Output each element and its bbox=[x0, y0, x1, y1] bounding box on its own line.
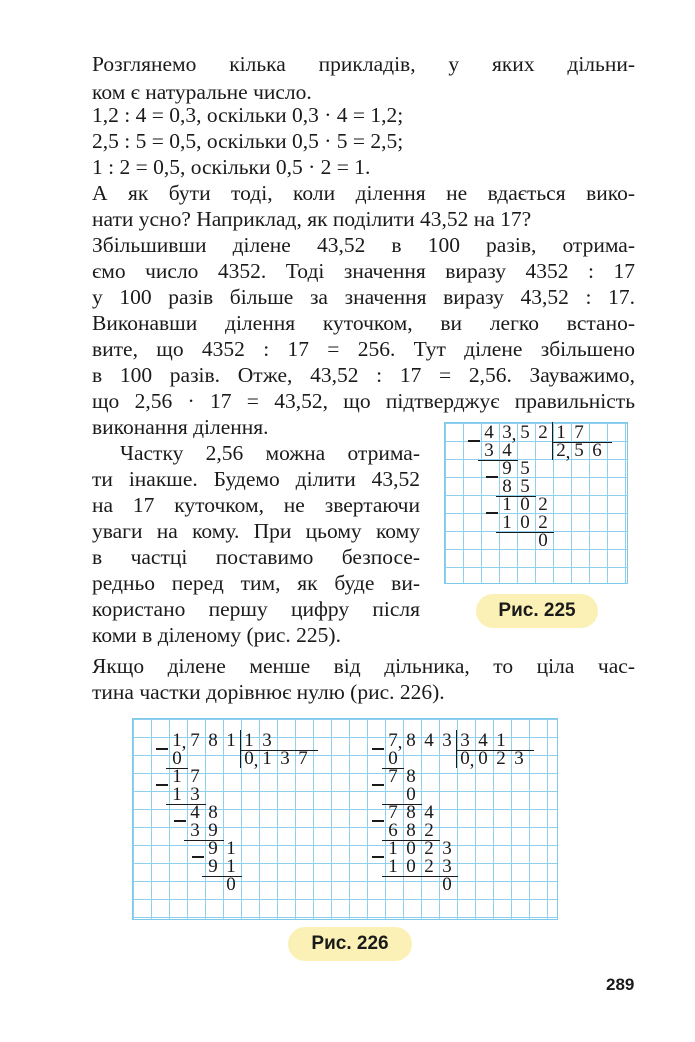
fig225-dividend-digit: 4 bbox=[484, 422, 494, 443]
paragraph-line: Частку 2,56 можна отрима- bbox=[120, 441, 420, 465]
fig226-right-step-digit: 7 bbox=[388, 802, 398, 823]
fig226-right-step-digit: 0 bbox=[406, 784, 416, 805]
fig226-right-dividend-comma: , bbox=[397, 732, 403, 753]
fig226-caption: Рис. 226 bbox=[288, 927, 412, 961]
fig226-left-step-digit: 0 bbox=[172, 748, 182, 769]
example-line: 2,5 : 5 = 0,5, оскільки 0,5 · 5 = 2,5; bbox=[92, 129, 404, 153]
fig226-right-step-digit: 2 bbox=[424, 838, 434, 859]
fig225-quotient-comma: , bbox=[565, 442, 571, 463]
minus-sign bbox=[372, 748, 384, 750]
fig226-right-step-digit: 3 bbox=[442, 838, 452, 859]
fig226-right-quotient-digit: 0 bbox=[478, 748, 488, 769]
fig226-left-step-digit: 9 bbox=[208, 820, 218, 841]
fig226-left-step-digit: 9 bbox=[208, 838, 218, 859]
fig226-right-divisor-digit: 3 bbox=[460, 730, 470, 751]
paragraph-line: у 100 разів більше за значення виразу 43,52 : 17. bbox=[92, 285, 635, 309]
fig226-left-step-digit: 7 bbox=[190, 766, 200, 787]
page-number: 289 bbox=[606, 975, 635, 994]
fig226-left-step-digit: 4 bbox=[190, 802, 200, 823]
fig225-step-digit: 5 bbox=[520, 458, 530, 479]
fig226-right-step-digit: 2 bbox=[424, 856, 434, 877]
minus-sign bbox=[372, 784, 384, 786]
fig226-right-step-digit: 0 bbox=[442, 874, 452, 895]
fig226-left-quotient-digit: 1 bbox=[262, 748, 272, 769]
fig226-left-step-digit: 3 bbox=[190, 820, 200, 841]
fig225-step-digit: 2 bbox=[538, 512, 548, 533]
fig226-right-step-digit: 8 bbox=[406, 766, 416, 787]
paragraph-line: що 2,56 · 17 = 43,52, що підтверджує правильність bbox=[92, 389, 635, 413]
paragraph-line: Розглянемо кілька прикладів, у яких дільни- bbox=[92, 52, 635, 76]
fig226-right-step-digit: 1 bbox=[388, 856, 398, 877]
paragraph-line: редньо перед тим, як буде ви- bbox=[92, 571, 420, 595]
fig225-caption: Рис. 225 bbox=[476, 594, 598, 628]
fig226-left-step-digit: 3 bbox=[190, 784, 200, 805]
fig226-right-quotient-digit: 2 bbox=[496, 748, 506, 769]
minus-sign bbox=[156, 784, 168, 786]
fig225-step-digit: 2 bbox=[538, 494, 548, 515]
fig225-divisor-digit: 7 bbox=[574, 422, 584, 443]
fig226-left-dividend-digit: 1 bbox=[226, 730, 236, 751]
fig226-right-divisor-digit: 4 bbox=[478, 730, 488, 751]
fig225-step-digit: 5 bbox=[520, 476, 530, 497]
paragraph-line: в 100 разів. Отже, 43,52 : 17 = 2,56. Зауважимо, bbox=[92, 363, 635, 387]
fig226-left-step-digit: 8 bbox=[208, 802, 218, 823]
fig226-left-quotient-digit: 0 bbox=[244, 748, 254, 769]
fig225-dividend-digit: 2 bbox=[538, 422, 548, 443]
paragraph-line: ком є натуральне число. bbox=[92, 80, 312, 104]
paragraph-line: коми в діленому (рис. 225). bbox=[92, 623, 341, 647]
fig225-quotient-digit: 2 bbox=[556, 440, 566, 461]
fig226-right-step-digit: 8 bbox=[406, 820, 416, 841]
fig226-left-quotient-comma: , bbox=[253, 750, 259, 771]
fig226-right-divisor-digit: 1 bbox=[496, 730, 506, 751]
minus-sign bbox=[372, 856, 384, 858]
fig225-dividend-comma: , bbox=[511, 424, 517, 445]
fig226-left-step-digit: 9 bbox=[208, 856, 218, 877]
fig226-right-dividend-digit: 7 bbox=[388, 730, 398, 751]
fig226-right-step-digit: 8 bbox=[406, 802, 416, 823]
paragraph-line: уваги на кому. При цьому кому bbox=[92, 519, 420, 543]
fig226-right-step-digit: 7 bbox=[388, 766, 398, 787]
fig225-divisor-digit: 1 bbox=[556, 422, 566, 443]
fig225-dividend-digit: 3 bbox=[502, 422, 512, 443]
fig226-left-dividend-digit: 7 bbox=[190, 730, 200, 751]
fig226-right-dividend-digit: 4 bbox=[424, 730, 434, 751]
fig226-right-step-digit: 1 bbox=[388, 838, 398, 859]
fig226-right-dividend-digit: 8 bbox=[406, 730, 416, 751]
fig225-step-digit: 1 bbox=[502, 494, 512, 515]
minus-sign bbox=[192, 856, 204, 858]
paragraph-line: Виконавши ділення куточком, ви легко встано- bbox=[92, 311, 635, 335]
fig225-step-digit: 0 bbox=[538, 530, 548, 551]
paragraph-line: користано першу цифру після bbox=[92, 597, 420, 621]
fig226-right-step-digit: 6 bbox=[388, 820, 398, 841]
paragraph-line: Якщо ділене менше від дільника, то ціла час- bbox=[92, 654, 635, 678]
minus-sign bbox=[486, 476, 498, 478]
minus-sign bbox=[156, 748, 168, 750]
fig226-left-quotient-digit: 7 bbox=[298, 748, 308, 769]
paragraph-line: нати усно? Наприклад, як поділити 43,52 на 17? bbox=[92, 207, 532, 231]
fig226-left-dividend-digit: 1 bbox=[172, 730, 182, 751]
fig226-right-dividend-digit: 3 bbox=[442, 730, 452, 751]
fig225-dividend-digit: 5 bbox=[520, 422, 530, 443]
fig226-left-divisor-digit: 1 bbox=[244, 730, 254, 751]
fig226-left-dividend-comma: , bbox=[181, 732, 187, 753]
fig226-right-quotient-comma: , bbox=[469, 750, 475, 771]
paragraph-line: виконання ділення. bbox=[92, 415, 269, 439]
fig226-right-step-digit: 0 bbox=[388, 748, 398, 769]
paragraph-line: тина частки дорівнює нулю (рис. 226). bbox=[92, 680, 445, 704]
fig225-step-digit: 9 bbox=[502, 458, 512, 479]
fig226-left-quotient-digit: 3 bbox=[280, 748, 290, 769]
fig225-step-digit: 0 bbox=[520, 512, 530, 533]
fig226-left-step-digit: 1 bbox=[172, 784, 182, 805]
paragraph-line: ємо число 4352. Тоді значення виразу 4352 : 17 bbox=[92, 259, 635, 283]
fig225-step-digit: 8 bbox=[502, 476, 512, 497]
fig226-left-step-digit: 1 bbox=[226, 838, 236, 859]
minus-sign bbox=[468, 440, 480, 442]
fig225-quotient-digit: 5 bbox=[574, 440, 584, 461]
minus-sign bbox=[486, 512, 498, 514]
fig225-step-digit: 1 bbox=[502, 512, 512, 533]
fig226-right-step-digit: 0 bbox=[406, 856, 416, 877]
fig225-step-digit: 3 bbox=[484, 440, 494, 461]
fig226-right-quotient-digit: 3 bbox=[514, 748, 524, 769]
fig226-right-step-digit: 2 bbox=[424, 820, 434, 841]
paragraph-line: Збільшивши ділене 43,52 в 100 разів, отрима- bbox=[92, 233, 635, 257]
example-line: 1 : 2 = 0,5, оскільки 0,5 · 2 = 1. bbox=[92, 155, 371, 179]
fig226-left-dividend-digit: 8 bbox=[208, 730, 218, 751]
fig226-left-step-digit: 1 bbox=[172, 766, 182, 787]
minus-sign bbox=[372, 820, 384, 822]
fig226-right-quotient-digit: 0 bbox=[460, 748, 470, 769]
fig225-quotient-digit: 6 bbox=[592, 440, 602, 461]
fig226-left-divisor-digit: 3 bbox=[262, 730, 272, 751]
minus-sign bbox=[174, 820, 186, 822]
fig225-step-digit: 4 bbox=[502, 440, 512, 461]
fig226-right-step-digit: 4 bbox=[424, 802, 434, 823]
paragraph-line: в частці поставимо безпосе- bbox=[92, 545, 420, 569]
fig226-right-step-digit: 3 bbox=[442, 856, 452, 877]
example-line: 1,2 : 4 = 0,3, оскільки 0,3 · 4 = 1,2; bbox=[92, 103, 404, 127]
paragraph-line: на 17 куточком, не звертаючи bbox=[92, 493, 420, 517]
fig226-left-step-digit: 0 bbox=[226, 874, 236, 895]
fig226-left-step-digit: 1 bbox=[226, 856, 236, 877]
paragraph-line: ти інакше. Будемо ділити 43,52 bbox=[92, 467, 420, 491]
paragraph-line: вите, що 4352 : 17 = 256. Тут ділене збільшено bbox=[92, 337, 635, 361]
paragraph-line: А як бути тоді, коли ділення не вдається вико- bbox=[92, 181, 635, 205]
fig226-right-step-digit: 0 bbox=[406, 838, 416, 859]
fig225-step-digit: 0 bbox=[520, 494, 530, 515]
